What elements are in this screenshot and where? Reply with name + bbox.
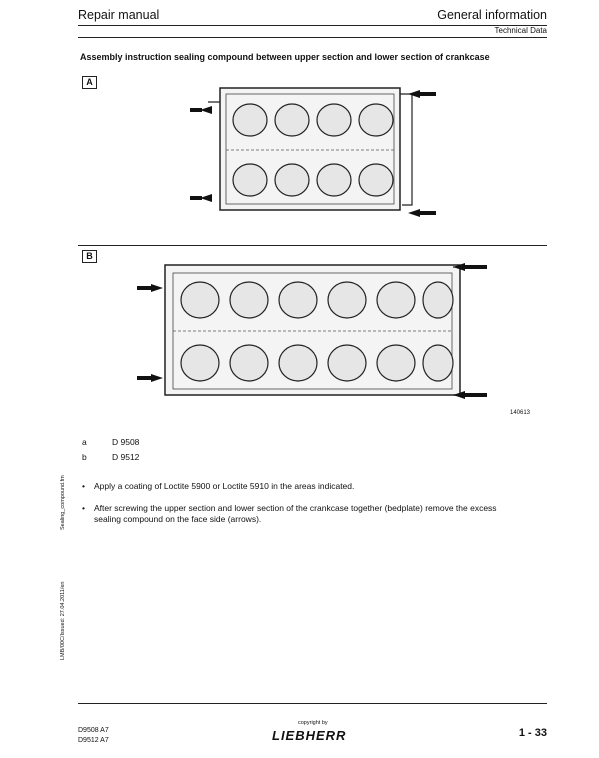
header-subsection: Technical Data: [494, 26, 547, 35]
header-rule-2: [78, 37, 547, 38]
page-number: 1 - 33: [518, 727, 547, 739]
legend-value-b: D 9512: [112, 452, 140, 462]
legend-key-a: a: [82, 437, 87, 447]
instruction-2-line-2: sealing compound on the face side (arrows).: [94, 514, 262, 524]
footer-model-2: D9512 A7: [78, 737, 109, 744]
page-heading: Assembly instruction sealing compound between upper section and lower section of crankcase: [80, 52, 490, 62]
figure-b-drawing: [135, 255, 495, 410]
side-issue-info: LMB/00C/Issued: 27.04.2011/en: [60, 581, 66, 660]
figure-b-label: B: [82, 250, 97, 263]
header-rule: [78, 25, 547, 26]
legend-value-a: D 9508: [112, 437, 140, 447]
copyright-text: copyright by: [298, 720, 328, 726]
figure-number: 140613: [510, 410, 531, 416]
footer-rule: [78, 703, 547, 704]
header-title: Repair manual: [78, 8, 160, 22]
figure-a-drawing: [190, 80, 450, 230]
liebherr-logo: LIEBHERR: [272, 728, 347, 743]
header-section: General information: [437, 8, 547, 22]
side-file-name: Sealing_compound.fm: [60, 475, 66, 530]
instruction-2-line-1: After screwing the upper section and lower section of the crankcase together (bedplate) remove the excess: [94, 503, 497, 513]
figure-separator: [78, 245, 547, 246]
legend-key-b: b: [82, 452, 87, 462]
footer-model-1: D9508 A7: [78, 727, 109, 734]
instruction-1: Apply a coating of Loctite 5900 or Loctite 5910 in the areas indicated.: [94, 481, 355, 491]
bullet-2: •: [82, 503, 85, 513]
bullet-1: •: [82, 481, 85, 491]
figure-a-label: A: [82, 76, 97, 89]
